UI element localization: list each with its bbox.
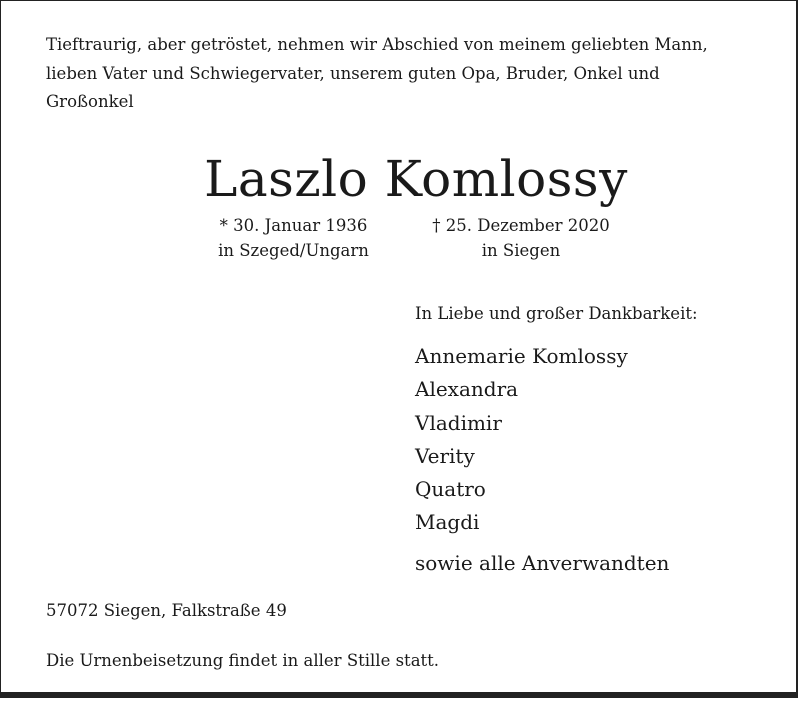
family-member: Magdi — [415, 510, 480, 535]
family-member: Annemarie Komlossy — [415, 344, 628, 368]
family-lead: In Liebe und großer Dankbarkeit: — [415, 304, 698, 323]
intro-line: Großonkel — [46, 92, 134, 111]
birth-info — [201, 214, 386, 263]
birth-place: in Szeged/Ungarn — [218, 240, 369, 260]
intro-line: Tieftraurig, aber getröstet, nehmen wir Abschied von meinem geliebten Mann, — [46, 35, 708, 54]
funeral-note: Die Urnenbeisetzung findet in aller Stille statt. — [46, 651, 440, 670]
address: 57072 Siegen, Falkstraße 49 — [46, 601, 287, 620]
intro-line: lieben Vater und Schwiegervater, unserem guten Opa, Bruder, Onkel und — [46, 63, 660, 83]
birth-date: * 30. Januar 1936 — [219, 216, 368, 235]
family-member: Quatro — [415, 477, 486, 502]
death-date: † 25. Dezember 2020 — [432, 216, 610, 235]
intro-text — [46, 31, 766, 117]
death-place: in Siegen — [481, 240, 561, 260]
other-relatives: sowie alle Anverwandten — [415, 550, 670, 575]
family-members — [415, 340, 775, 540]
death-info — [421, 214, 621, 263]
family-member: Verity — [415, 443, 475, 468]
deceased-name: Laszlo Komlossy — [204, 150, 628, 208]
family-member: Alexandra — [415, 377, 519, 402]
family-member: Vladimir — [415, 410, 502, 435]
family-section — [415, 303, 775, 578]
